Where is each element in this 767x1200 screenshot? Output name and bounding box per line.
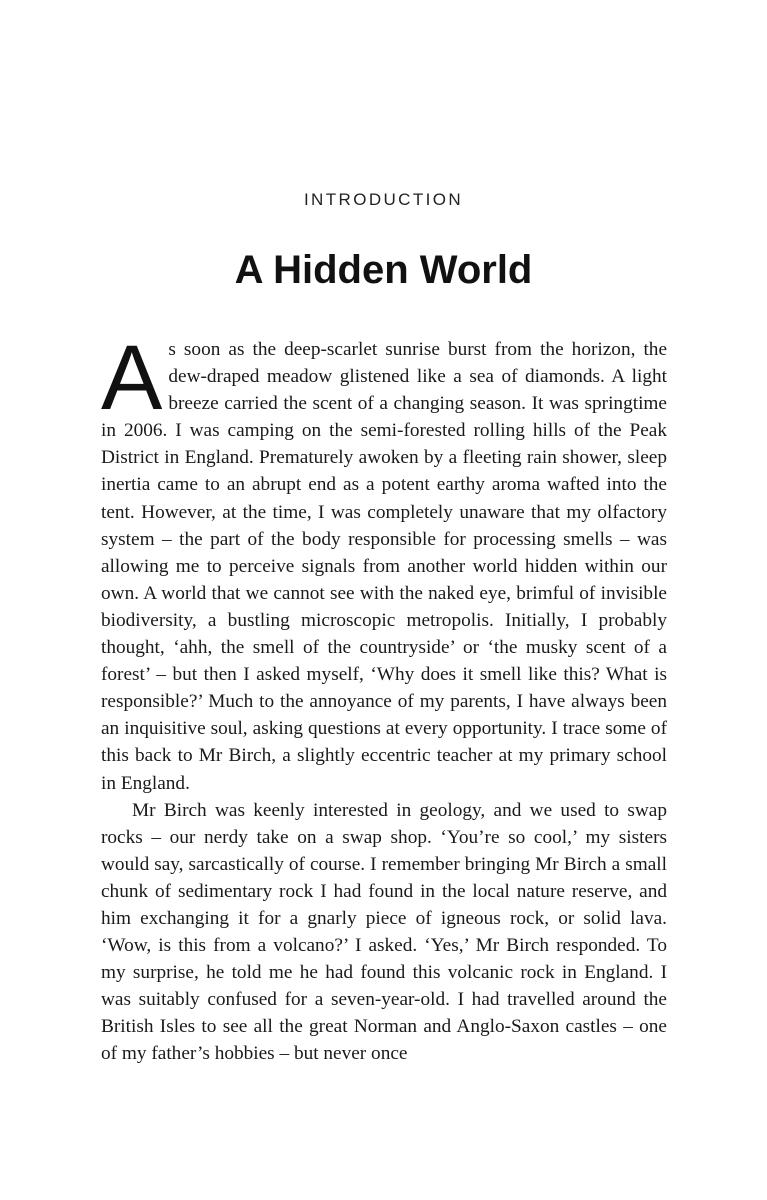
paragraph-1 xyxy=(101,327,667,797)
drop-cap: A xyxy=(101,327,163,429)
chapter-title: A Hidden World xyxy=(234,248,533,292)
paragraph-2: Mr Birch was keenly interested in geology, and we used to swap rocks – our nerdy take on a swap shop. ‘You’re so cool,’ my sisters would say, sarcastically of course. I remember bringing Mr Birch a small chunk of sedimentary rock I had found in the local nature reserve, and him exchanging it for a gnarly piece of igneous rock, or solid lava. ‘Wow, is this from a volcano?’ I asked. ‘Yes,’ Mr Birch responded. To my surprise, he told me he had found this volcanic rock in England. I was suitably confused for a seven-year-old. I had travelled around the British Isles to see all the great Norman and Anglo-Saxon castles – one of my father’s hobbies – but never once xyxy=(101,799,667,1065)
paragraph-1-text: s soon as the deep-scarlet sunrise burst from the horizon, the dew-draped meadow glistened like a sea of diamonds. A light breeze carried the scent of a changing season. It was springtime in 2006. I was camping on the semi-forested rolling hills of the Peak District in England. Prematurely awoken by a fleeting rain shower, sleep inertia came to an abrupt end as a potent earthy aroma wafted into the tent. However, at the time, I was completely unaware that my olfactory system – the part of the body responsible for processing smells – was allowing me to perceive signals from another world hidden within our own. A world that we cannot see with the naked eye, brimful of invisible biodiversity, a bustling microscopic metropolis. Initially, I probably thought, ‘ahh, the smell of the countryside’ or ‘the musky scent of a forest’ – but then I asked myself, ‘Why does it smell like this? What is responsible?’ Much to the annoyance of my parents, I have always been an inquisitive soul, asking questions at every opportunity. I trace some of this back to Mr Birch, a slightly eccentric teacher at my primary school in England. xyxy=(101,339,667,794)
chapter-label: INTRODUCTION xyxy=(303,190,464,209)
body-text xyxy=(101,327,667,1068)
